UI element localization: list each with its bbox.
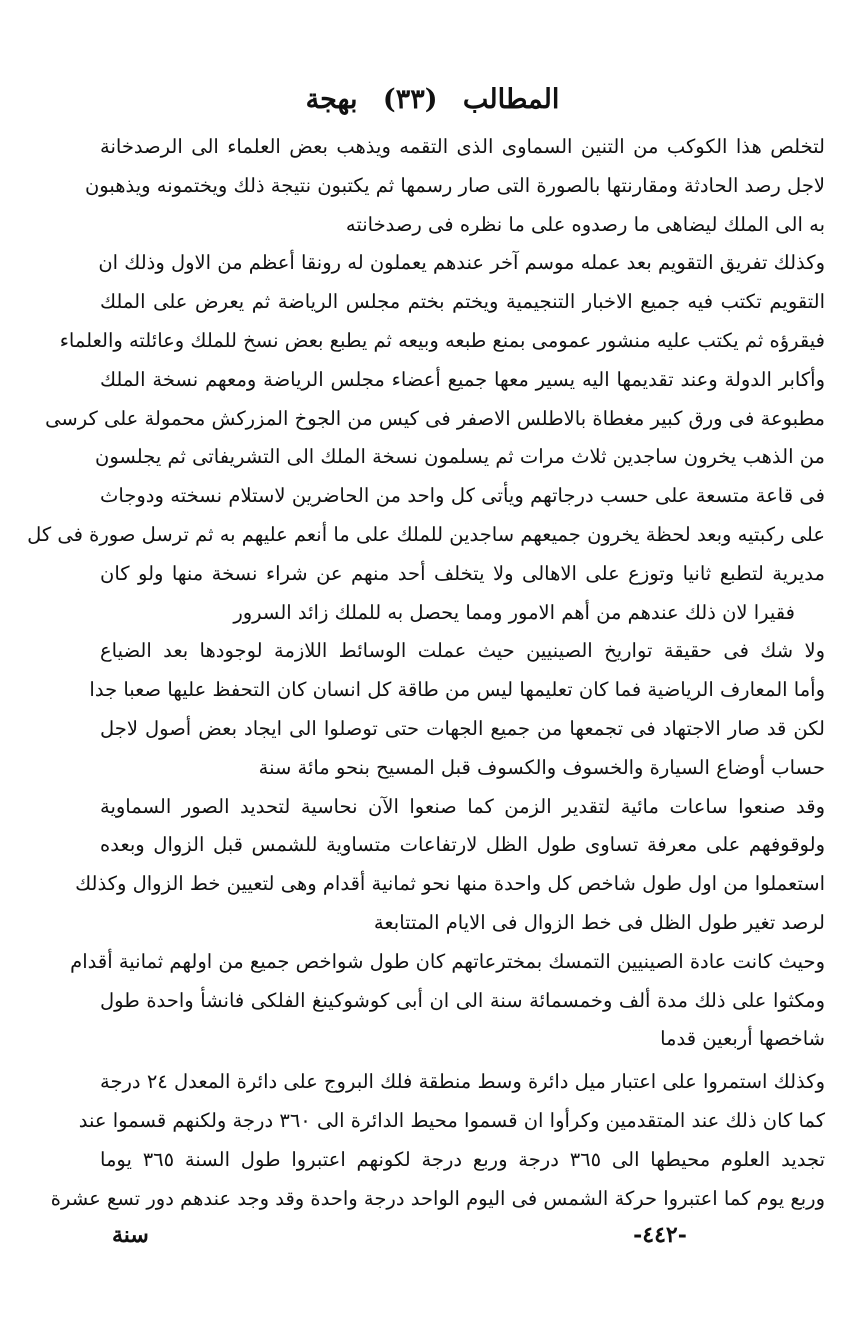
page-number: -٤٤٢-	[633, 1222, 687, 1248]
text-line: مطبوعة فى ورق كبير مغطاة بالاطلس الاصفر فى كيس من الجوخ المزركش محمولة على كرسى	[45, 406, 825, 430]
header-title-left: بهجة	[305, 84, 358, 115]
text-line: لتخلص هذا الكوكب من التنين السماوى الذى التقمه ويذهب بعض العلماء الى الرصدخانة	[100, 135, 825, 158]
header-page-marker: (٣٣)	[382, 84, 438, 115]
body-text	[27, 128, 826, 1218]
text-line: فيقرؤه ثم يكتب عليه منشور عمومى بمنع طبعه وبيعه ثم يطبع بعض نسخ للملك وعائلته والعلماء	[59, 328, 825, 352]
text-line: حساب أوضاع السيارة والخسوف والكسوف قبل المسيح بنحو مائة سنة	[258, 755, 825, 779]
header-title-right: المطالب	[462, 84, 560, 115]
text-line: مديرية لتطبع ثانيا وتوزع على الاهالى ولا يتخلف أحد منهم عن شراء نسخة منها ولو كان	[100, 561, 825, 585]
text-line: وأما المعارف الرياضية فما كان تعليمها ليس من طاقة كل انسان كان التحفظ عليها صعبا جدا	[89, 678, 825, 702]
text-line: ولوقوفهم على معرفة تساوى طول الظل لارتفاعات متساوية للشمس قبل الزوال وبعده	[100, 833, 825, 857]
text-line: وكذلك استمروا على اعتبار ميل دائرة وسط منطقة فلك البروج على دائرة المعدل ٢٤ درجة	[100, 1070, 825, 1094]
text-line: شاخصها أربعين قدما	[660, 1027, 825, 1051]
text-line: به الى الملك ليضاهى ما رصدوه على ما نظره فى رصدخانته	[345, 212, 825, 236]
text-line: وقد صنعوا ساعات مائية لتقدير الزمن كما صنعوا الآن نحاسية لتحديد الصور السماوية	[100, 794, 825, 818]
text-line: فقيرا لان ذلك عندهم من أهم الامور ومما يحصل به للملك زائد السرور	[233, 600, 795, 624]
text-line: ولا شك فى حقيقة تواريخ الصينيين حيث عملت الوسائط اللازمة لوجودها بعد الضياع	[100, 639, 825, 663]
running-header	[0, 80, 865, 120]
text-line: التقويم تكتب فيه جميع الاخبار التنجيمية ويختم بختم مجلس الرياضة ثم يعرض على الملك	[100, 290, 825, 314]
catchword: سنة	[112, 1222, 149, 1248]
text-line: تجديد العلوم محيطها الى ٣٦٥ درجة وربع درجة لكونهم اعتبروا طول السنة ٣٦٥ يوما	[100, 1147, 826, 1171]
text-line: وحيث كانت عادة الصينيين التمسك بمخترعاتهم كان طول شواخص جميع من اولهم ثمانية أقدام	[70, 949, 825, 973]
text-line: على ركبتيه وبعد لحظة يخرون جميعهم ساجدين للملك على ما أنعم عليهم به ثم ترسل صورة فى كل	[27, 522, 825, 546]
text-line: فى قاعة متسعة على حسب درجاتهم ويأتى كل واحد من الحاضرين لاستلام نسخته ودوجاث	[100, 484, 825, 508]
text-line: وكذلك تفريق التقويم بعد عمله موسم آخر عندهم يعملون له رونقا أعظم من الاول وذلك ان	[98, 251, 825, 275]
text-line: استعملوا من اول طول شاخص كل واحدة منها نحو ثمانية أقدام وهى لتعيين خط الزوال وكذلك	[75, 872, 825, 896]
text-line: وربع يوم كما اعتبروا حركة الشمس فى اليوم الواحد درجة واحدة وقد وجد عندهم دور تسع عشرة	[50, 1186, 825, 1210]
text-line: وأكابر الدولة وعند تقديمها اليه يسير معها جميع أعضاء مجلس الرياضة ومعهم نسخة الملك	[100, 367, 825, 391]
text-line: كما كان ذلك عند المتقدمين وكرأوا ان قسموا محيط الدائرة الى ٣٦٠ درجة ولكنهم قسموا عند	[78, 1108, 825, 1132]
text-line: لكن قد صار الاجتهاد فى تجمعها من جميع الجهات حتى توصلوا الى ايجاد بعض أصول لاجل	[100, 716, 825, 740]
text-line: من الذهب يخرون ساجدين ثلاث مرات ثم يسلمون نسخة الملك الى التشريفاتى ثم يجلسون	[95, 445, 825, 469]
text-line: ومكثوا على ذلك مدة ألف وخمسمائة سنة الى ان أبى كوشوكينغ الفلكى فانشأ واحدة طول	[100, 988, 825, 1012]
text-line: لرصد تغير طول الظل فى خط الزوال فى الايام المتتابعة	[373, 910, 825, 934]
text-line: لاجل رصد الحادثة ومقارنتها بالصورة التى صار رسمها ثم يكتبون نتيجة ذلك ويختمونه ويذهبون	[84, 173, 825, 197]
